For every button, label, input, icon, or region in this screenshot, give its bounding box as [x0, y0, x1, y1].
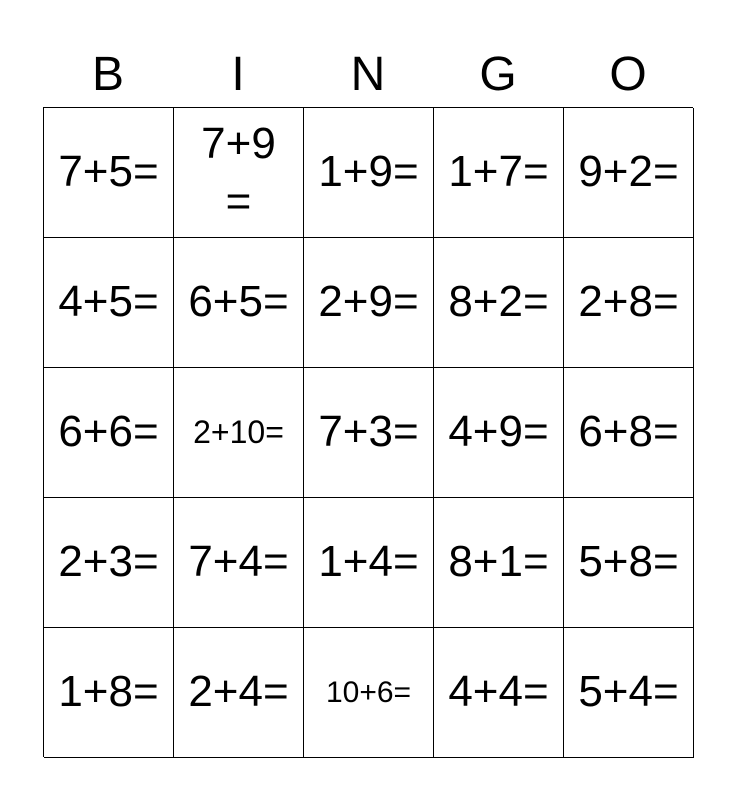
bingo-cell[interactable]	[434, 368, 564, 498]
bingo-cell[interactable]	[564, 498, 694, 628]
cell-expression: 9+2=	[578, 147, 679, 197]
cell-expression: 7+5=	[58, 147, 159, 197]
bingo-cell[interactable]	[174, 238, 304, 368]
cell-expression: 8+1=	[448, 537, 549, 587]
bingo-card-grid	[43, 107, 693, 757]
bingo-cell[interactable]	[304, 628, 434, 758]
bingo-cell[interactable]	[174, 368, 304, 498]
bingo-cell[interactable]	[44, 368, 174, 498]
bingo-cell[interactable]	[564, 628, 694, 758]
bingo-cell[interactable]	[304, 108, 434, 238]
bingo-cell[interactable]	[434, 498, 564, 628]
bingo-cell[interactable]	[304, 368, 434, 498]
bingo-cell[interactable]	[174, 108, 304, 238]
cell-expression: 2+4=	[188, 667, 289, 717]
bingo-cell[interactable]	[44, 108, 174, 238]
cell-expression: 8+2=	[448, 277, 549, 327]
cell-expression: 1+7=	[448, 147, 549, 197]
header-letter-o: O	[609, 48, 647, 101]
cell-expression: 2+9=	[318, 277, 419, 327]
cell-expression: 1+9=	[318, 147, 419, 197]
header-letter-i: I	[231, 48, 245, 101]
bingo-cell[interactable]	[564, 108, 694, 238]
bingo-cell[interactable]	[304, 238, 434, 368]
cell-expression: 5+8=	[578, 537, 679, 587]
cell-expression: 4+4=	[448, 667, 549, 717]
cell-expression: 4+5=	[58, 277, 159, 327]
bingo-cell[interactable]	[44, 628, 174, 758]
cell-expression: 4+9=	[448, 407, 549, 457]
cell-expression: 2+8=	[578, 277, 679, 327]
bingo-cell[interactable]	[434, 238, 564, 368]
cell-expression: 6+8=	[578, 407, 679, 457]
cell-expression: 2+3=	[58, 537, 159, 587]
cell-expression: 5+4=	[578, 667, 679, 717]
bingo-cell[interactable]	[44, 238, 174, 368]
bingo-cell[interactable]	[434, 108, 564, 238]
cell-expression: 1+8=	[58, 667, 159, 717]
bingo-cell[interactable]	[564, 368, 694, 498]
cell-expression: 7+9=	[201, 118, 276, 226]
bingo-cell[interactable]	[174, 498, 304, 628]
cell-expression: 10+6=	[325, 675, 412, 709]
bingo-cell[interactable]	[44, 498, 174, 628]
cell-expression: 7+4=	[188, 537, 289, 587]
bingo-cell[interactable]	[174, 628, 304, 758]
bingo-cell[interactable]	[564, 238, 694, 368]
cell-expression: 6+5=	[188, 277, 289, 327]
cell-expression: 1+4=	[318, 537, 419, 587]
bingo-cell[interactable]	[434, 628, 564, 758]
cell-expression: 2+10=	[193, 414, 284, 451]
cell-expression: 6+6=	[58, 407, 159, 457]
header-letter-b: B	[91, 48, 124, 101]
bingo-cell[interactable]	[304, 498, 434, 628]
header-letter-g: G	[479, 48, 517, 101]
cell-expression: 7+3=	[318, 407, 419, 457]
header-letter-n: N	[350, 48, 386, 101]
bingo-header	[43, 44, 693, 106]
